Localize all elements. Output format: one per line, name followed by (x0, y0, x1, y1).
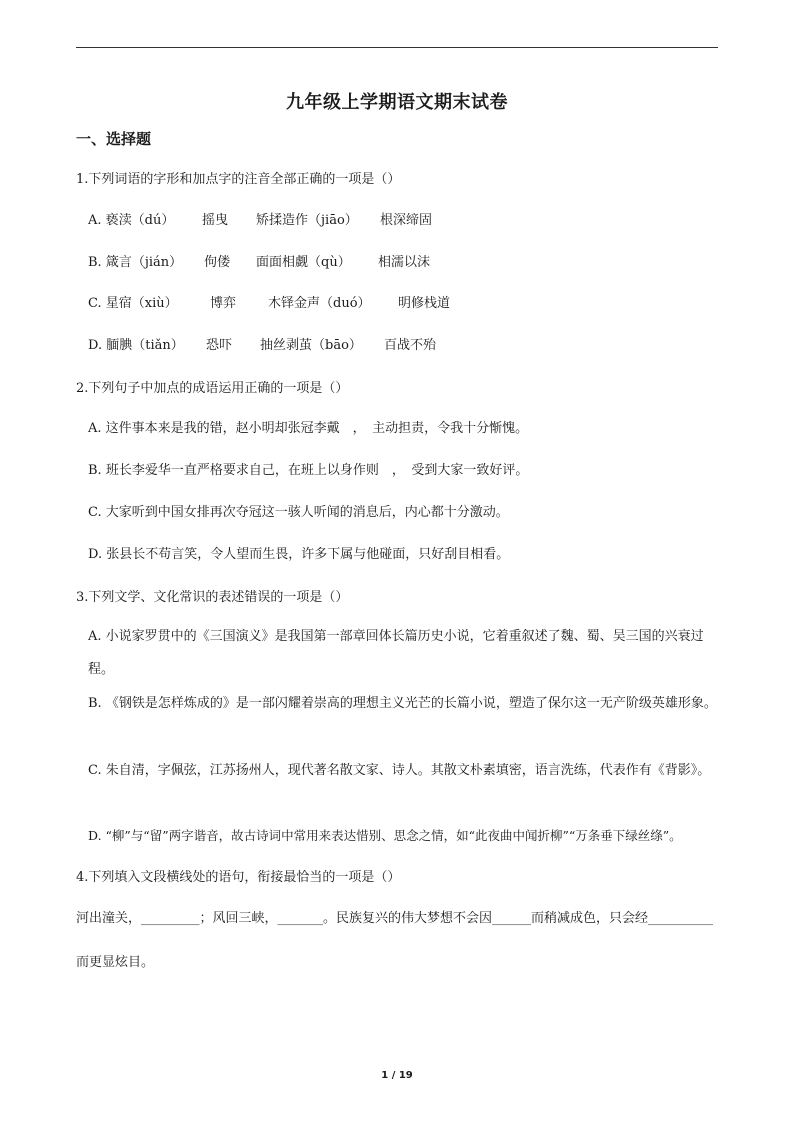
question-3-option-b: B. 《钢铁是怎样炼成的》是一部闪耀着崇高的理想主义光芒的长篇小说，塑造了保尔这一无产阶级英雄形象。 (88, 696, 717, 711)
option-cell: A. 亵渎（dú） (88, 213, 175, 228)
option-cell: 恐吓 (206, 338, 233, 353)
question-2-option-a: A. 这件事本来是我的错，赵小明却张冠李戴 ， 主动担责，令我十分惭愧。 (88, 421, 529, 436)
option-cell: 博弈 (210, 296, 237, 311)
page-number: 1 / 19 (381, 1070, 413, 1081)
option-cell: 佝偻 (204, 255, 231, 270)
question-1-stem: 1.下列词语的字形和加点字的注音全部正确的一项是（） (76, 172, 401, 187)
option-cell: 百战不殆 (384, 338, 437, 353)
question-1-option-b (88, 251, 430, 270)
question-3-option-c: C. 朱自清，字佩弦，江苏扬州人，现代著名散文家、诗人。其散文朴素填密，语言洗练，代表作有《背影》。 (88, 763, 711, 778)
option-cell: 矫揉造作（jiāo） (256, 213, 358, 228)
option-cell: 面面相觑（qù） (256, 255, 351, 270)
option-cell: 相濡以沫 (378, 255, 431, 270)
page-title: 九年级上学期语文期末试卷 (286, 92, 508, 113)
question-1-option-d (88, 334, 436, 353)
question-2-option-b: B. 班长李爱华一直严格要求自己，在班上以身作则 ， 受到大家一致好评。 (88, 463, 529, 478)
option-cell: 抽丝剥茧（bāo） (260, 338, 362, 353)
header-rule (76, 47, 718, 48)
option-cell: 摇曳 (202, 213, 229, 228)
question-4-passage: 河出潼关，_________；风回三峡，_______。民族复兴的伟大梦想不会因______而稍减成色，只会经__________而更显炫目。 (76, 911, 714, 970)
option-cell: 木铎金声（duó） (268, 296, 371, 311)
question-2-option-c: C. 大家听到中国女排再次夺冠这一骇人听闻的消息后，内心都十分激动。 (88, 505, 509, 520)
question-1-option-a (88, 209, 432, 228)
option-cell: D. 腼腆（tiǎn） (88, 338, 184, 353)
question-3-stem: 3.下列文学、文化常识的表述错误的一项是（） (76, 590, 349, 605)
question-4-stem: 4.下列填入文段横线处的语句，衔接最恰当的一项是（） (76, 870, 401, 885)
option-cell: C. 星宿（xiù） (88, 296, 178, 311)
option-cell: B. 箴言（jián） (88, 255, 183, 270)
option-cell: 根深缔固 (380, 213, 433, 228)
section-heading: 一、选择题 (76, 130, 152, 148)
question-2-option-d: D. 张县长不苟言笑，令人望而生畏，许多下属与他碰面，只好刮目相看。 (88, 547, 510, 562)
option-cell: 明修栈道 (398, 296, 451, 311)
question-2-stem: 2.下列句子中加点的成语运用正确的一项是（） (76, 381, 349, 396)
question-3-option-d: D. “柳”与“留”两字谐音，故古诗词中常用来表达惜别、思念之情，如“此夜曲中闻折柳”“万条垂下绿丝绦”。 (88, 828, 682, 843)
question-1-option-c (88, 292, 450, 311)
question-3-option-a: A. 小说家罗贯中的《三国演义》是我国第一部章回体长篇历史小说，它着重叙述了魏、蜀、吴三国的兴衰过程。 (88, 629, 704, 677)
